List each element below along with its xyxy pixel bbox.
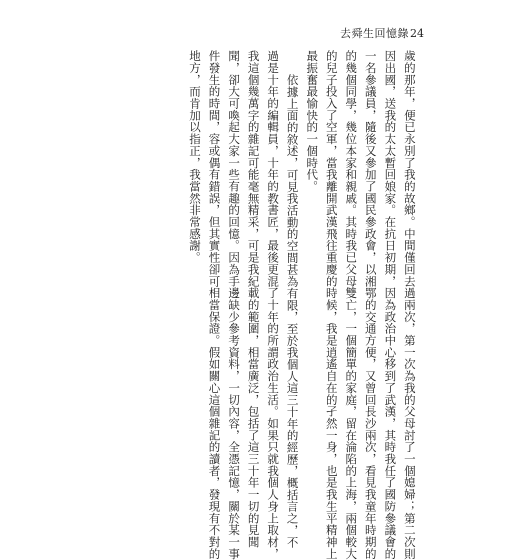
text-column: 件發生的時間，容或偶有錯誤，但其實性卻可相當保證。假如關心這個雜記的讀者，發現有不對的 <box>207 50 222 560</box>
text-column: 的兒子投入了空軍，當我離開武漢飛往重慶的時候，我是逍遙自在的孑然一身，也是我生平精神上 <box>324 50 339 560</box>
text-column: 因出國，送我的太太暫回娘家。在抗日初期，因為政治中心移到了武漢，其時我任了國防參議會的 <box>383 50 398 560</box>
text-column: 聞，卻大可喚起大家一些有趣的回憶。因為手邊缺少參考資料，一切內容，全憑記憶，關於某一事 <box>227 50 242 560</box>
text-column: 過是十年的編輯員，十年的教書匠，最後更混了十年的所謂政治生活。如果只就我個人身上取材， <box>266 50 281 560</box>
text-column: 地方，而肯加以指正，我當然非常感謝。 <box>188 50 202 264</box>
text-column: 的幾個同學，幾位本家和親戚。其時我已父母雙亡，一個簡單的家庭，留在淪陷的上海，兩個較大 <box>344 50 359 560</box>
page-number: 24 <box>410 26 424 40</box>
text-column: 我這個幾萬字的雜記可能毫無精采，可是我紀載的範圍，相當廣泛，包括了這三十年一切的見聞 <box>246 50 261 548</box>
running-title: 去舜生回憶錄 <box>340 27 409 40</box>
text-column: 最振奮最愉快的一個時代。 <box>305 50 320 193</box>
vertical-text-body <box>188 50 417 560</box>
paragraph-start-column: 依據上面的敘述，可見我活動的空間甚為有限，至於我個人這三十年的經歷，概括言之，不 <box>285 74 300 548</box>
text-column: 一名參議員，隨後又參加了國民參政會，以湘鄂的交通方便，又曾回長沙兩次，看見我童年時期的 <box>363 50 378 560</box>
page-header <box>340 26 424 40</box>
text-column: 歲的那年，便已永別了我的故鄉。中間僅回去過兩次，第一次為我的父母討了一個媳婦；第二次則 <box>402 50 417 560</box>
